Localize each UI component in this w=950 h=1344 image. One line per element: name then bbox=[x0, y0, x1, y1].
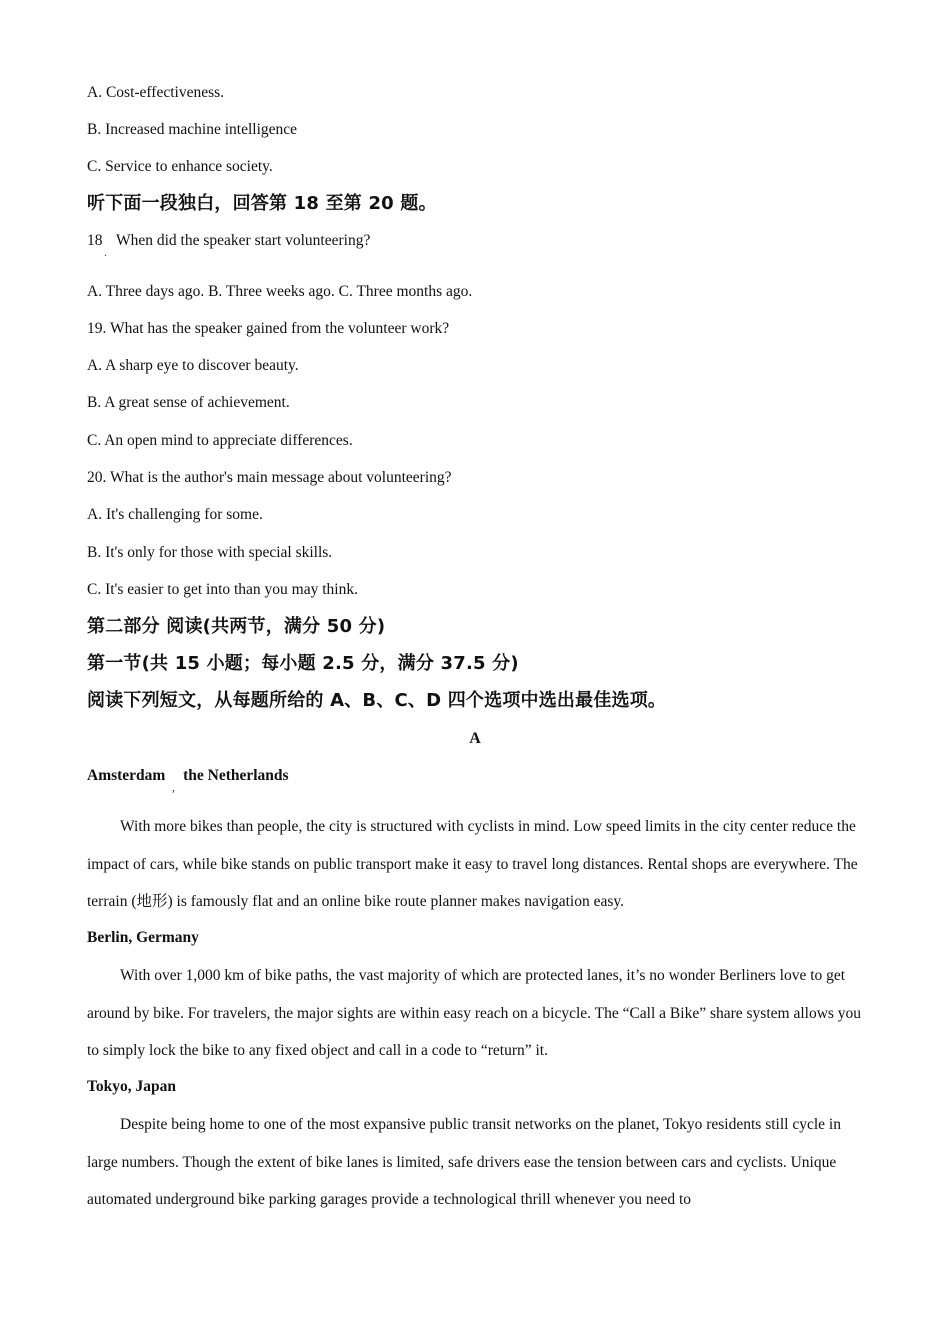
part2-heading: 第二部分 阅读(共两节，满分 50 分) bbox=[87, 616, 386, 637]
passage-label: A bbox=[469, 730, 481, 747]
tokyo-heading: Tokyo, Japan bbox=[87, 1078, 177, 1095]
q18-question bbox=[87, 231, 370, 251]
section1-heading: 第一节(共 15 小题；每小题 2.5 分，满分 37.5 分) bbox=[87, 653, 519, 674]
q19-option-c: C. An open mind to appreciate differences. bbox=[87, 432, 353, 449]
berlin-heading: Berlin, Germany bbox=[87, 929, 199, 946]
q20-option-b: B. It's only for those with special skills. bbox=[87, 544, 333, 561]
amsterdam-paragraph: With more bikes than people, the city is structured with cyclists in mind. Low speed limits in the city center reduce the impact of cars, while bike stands on public transport make it easy to travel long distances. Rental shops are everywhere. The terrain (地形) is famously flat and an online bike route planner makes navigation easy. bbox=[87, 818, 858, 910]
tokyo-paragraph: Despite being home to one of the most expansive public transit networks on the planet, Tokyo residents still cycle in large numbers. Though the extent of bike lanes is limited, safe drivers ease the tension between cars and cyclists. Unique automated underground bike parking garages provide a technological thrill whenever you need to bbox=[87, 1116, 841, 1208]
q17-option-b: B. Increased machine intelligence bbox=[87, 121, 298, 138]
q19-option-b: B. A great sense of achievement. bbox=[87, 394, 290, 411]
section-monologue-heading: 听下面一段独白，回答第 18 至第 20 题。 bbox=[87, 193, 437, 214]
q20-question: 20. What is the author's main message about volunteering? bbox=[87, 469, 452, 486]
q19-option-a: A. A sharp eye to discover beauty. bbox=[87, 357, 299, 374]
amsterdam-heading-country: the Netherlands bbox=[183, 767, 289, 784]
instructions: 阅读下列短文，从每题所给的 A、B、C、D 四个选项中选出最佳选项。 bbox=[87, 690, 667, 711]
q20-option-c: C. It's easier to get into than you may think. bbox=[87, 581, 358, 598]
q19-question: 19. What has the speaker gained from the volunteer work? bbox=[87, 320, 450, 337]
amsterdam-heading-city: Amsterdam bbox=[87, 767, 166, 784]
q18-mark: . bbox=[104, 245, 107, 259]
amsterdam-comma-mark: , bbox=[172, 780, 175, 794]
q20-option-a: A. It's challenging for some. bbox=[87, 506, 263, 523]
q18-options: A. Three days ago. B. Three weeks ago. C. Three months ago. bbox=[87, 283, 473, 300]
berlin-paragraph: With over 1,000 km of bike paths, the vast majority of which are protected lanes, it’s no wonder Berliners love to get around by bike. For travelers, the major sights are within easy reach on a bicycle. The “Call a Bike” share system allows you to simply lock the bike to any fixed object and call in a code to “return” it. bbox=[87, 967, 862, 1059]
q17-option-a: A. Cost-effectiveness. bbox=[87, 84, 225, 101]
q17-option-c: C. Service to enhance society. bbox=[87, 158, 273, 175]
q18-number: 18 bbox=[87, 232, 103, 249]
amsterdam-heading bbox=[87, 767, 289, 785]
q18-text: When did the speaker start volunteering? bbox=[115, 232, 371, 249]
